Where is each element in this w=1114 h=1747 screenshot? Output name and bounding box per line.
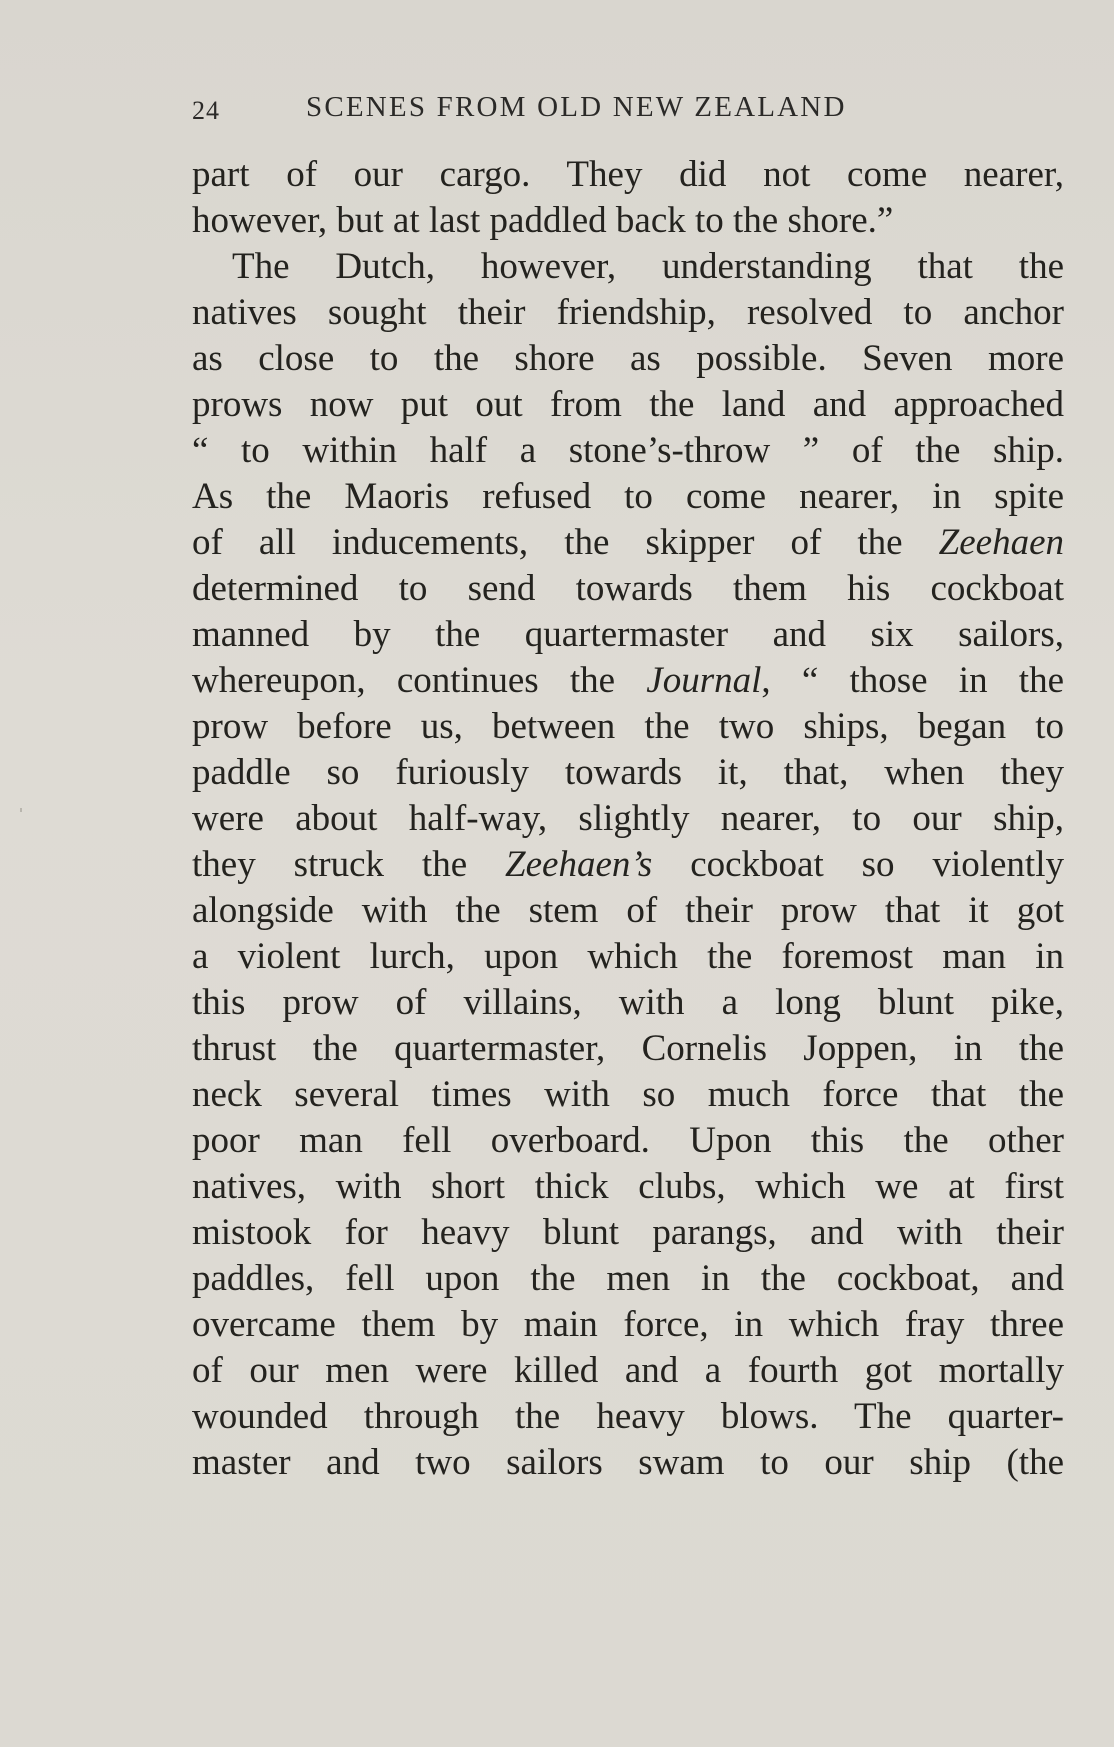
text-line — [192, 520, 1064, 566]
text-run: of all inducements, the skipper of the — [192, 522, 939, 563]
ship-name-italic: Zeehaen’s — [505, 844, 653, 885]
text-line: neck several times with so much force that the — [192, 1074, 1064, 1115]
text-line: As the Maoris refused to come nearer, in spite — [192, 476, 1064, 517]
text-line: prows now put out from the land and approached — [192, 384, 1064, 425]
text-line: a violent lurch, upon which the foremost man in — [192, 936, 1064, 977]
journal-italic: Journal — [646, 660, 762, 701]
text-line: were about half-way, slightly nearer, to our ship, — [192, 798, 1064, 839]
text-line: determined to send towards them his cockboat — [192, 568, 1064, 609]
running-header — [192, 88, 952, 128]
text-line: paddles, fell upon the men in the cockboat, and — [192, 1258, 1064, 1299]
running-title: SCENES FROM OLD NEW ZEALAND — [306, 91, 847, 123]
text-line: master and two sailors swam to our ship (the — [192, 1442, 1064, 1483]
text-run: cockboat so violently — [652, 844, 1064, 885]
text-line: prow before us, between the two ships, began to — [192, 706, 1064, 747]
text-line: however, but at last paddled back to the shore.” — [192, 200, 894, 241]
text-line: alongside with the stem of their prow that it got — [192, 890, 1064, 931]
text-run: , “ those in the — [761, 660, 1064, 701]
text-line: The Dutch, however, understanding that the — [232, 246, 1064, 287]
page-number: 24 — [192, 96, 220, 125]
text-line: this prow of villains, with a long blunt pike, — [192, 982, 1064, 1023]
text-line: of our men were killed and a fourth got mortally — [192, 1350, 1064, 1391]
text-line: overcame them by main force, in which fray three — [192, 1304, 1064, 1345]
text-line: as close to the shore as possible. Seven more — [192, 338, 1064, 379]
text-line — [192, 658, 1064, 704]
text-run: they struck the — [192, 844, 506, 885]
text-line: wounded through the heavy blows. The quarter- — [192, 1396, 1064, 1437]
text-line: thrust the quartermaster, Cornelis Joppen, in the — [192, 1028, 1064, 1069]
text-line: mistook for heavy blunt parangs, and with their — [192, 1212, 1064, 1253]
text-line — [192, 842, 1064, 888]
text-line: natives sought their friendship, resolved to anchor — [192, 292, 1064, 333]
text-run: whereupon, continues the — [192, 660, 647, 701]
text-line: part of our cargo. They did not come nearer, — [192, 154, 1064, 195]
text-line: “ to within half a stone’s-throw ” of the ship. — [192, 430, 1064, 471]
text-line: natives, with short thick clubs, which we at first — [192, 1166, 1064, 1207]
text-line: poor man fell overboard. Upon this the other — [192, 1120, 1064, 1161]
body-text — [192, 152, 1064, 1486]
text-line: paddle so furiously towards it, that, when they — [192, 752, 1064, 793]
ship-name-italic: Zeehaen — [938, 522, 1064, 563]
text-line: manned by the quartermaster and six sailors, — [192, 614, 1064, 655]
margin-speck — [20, 808, 22, 812]
